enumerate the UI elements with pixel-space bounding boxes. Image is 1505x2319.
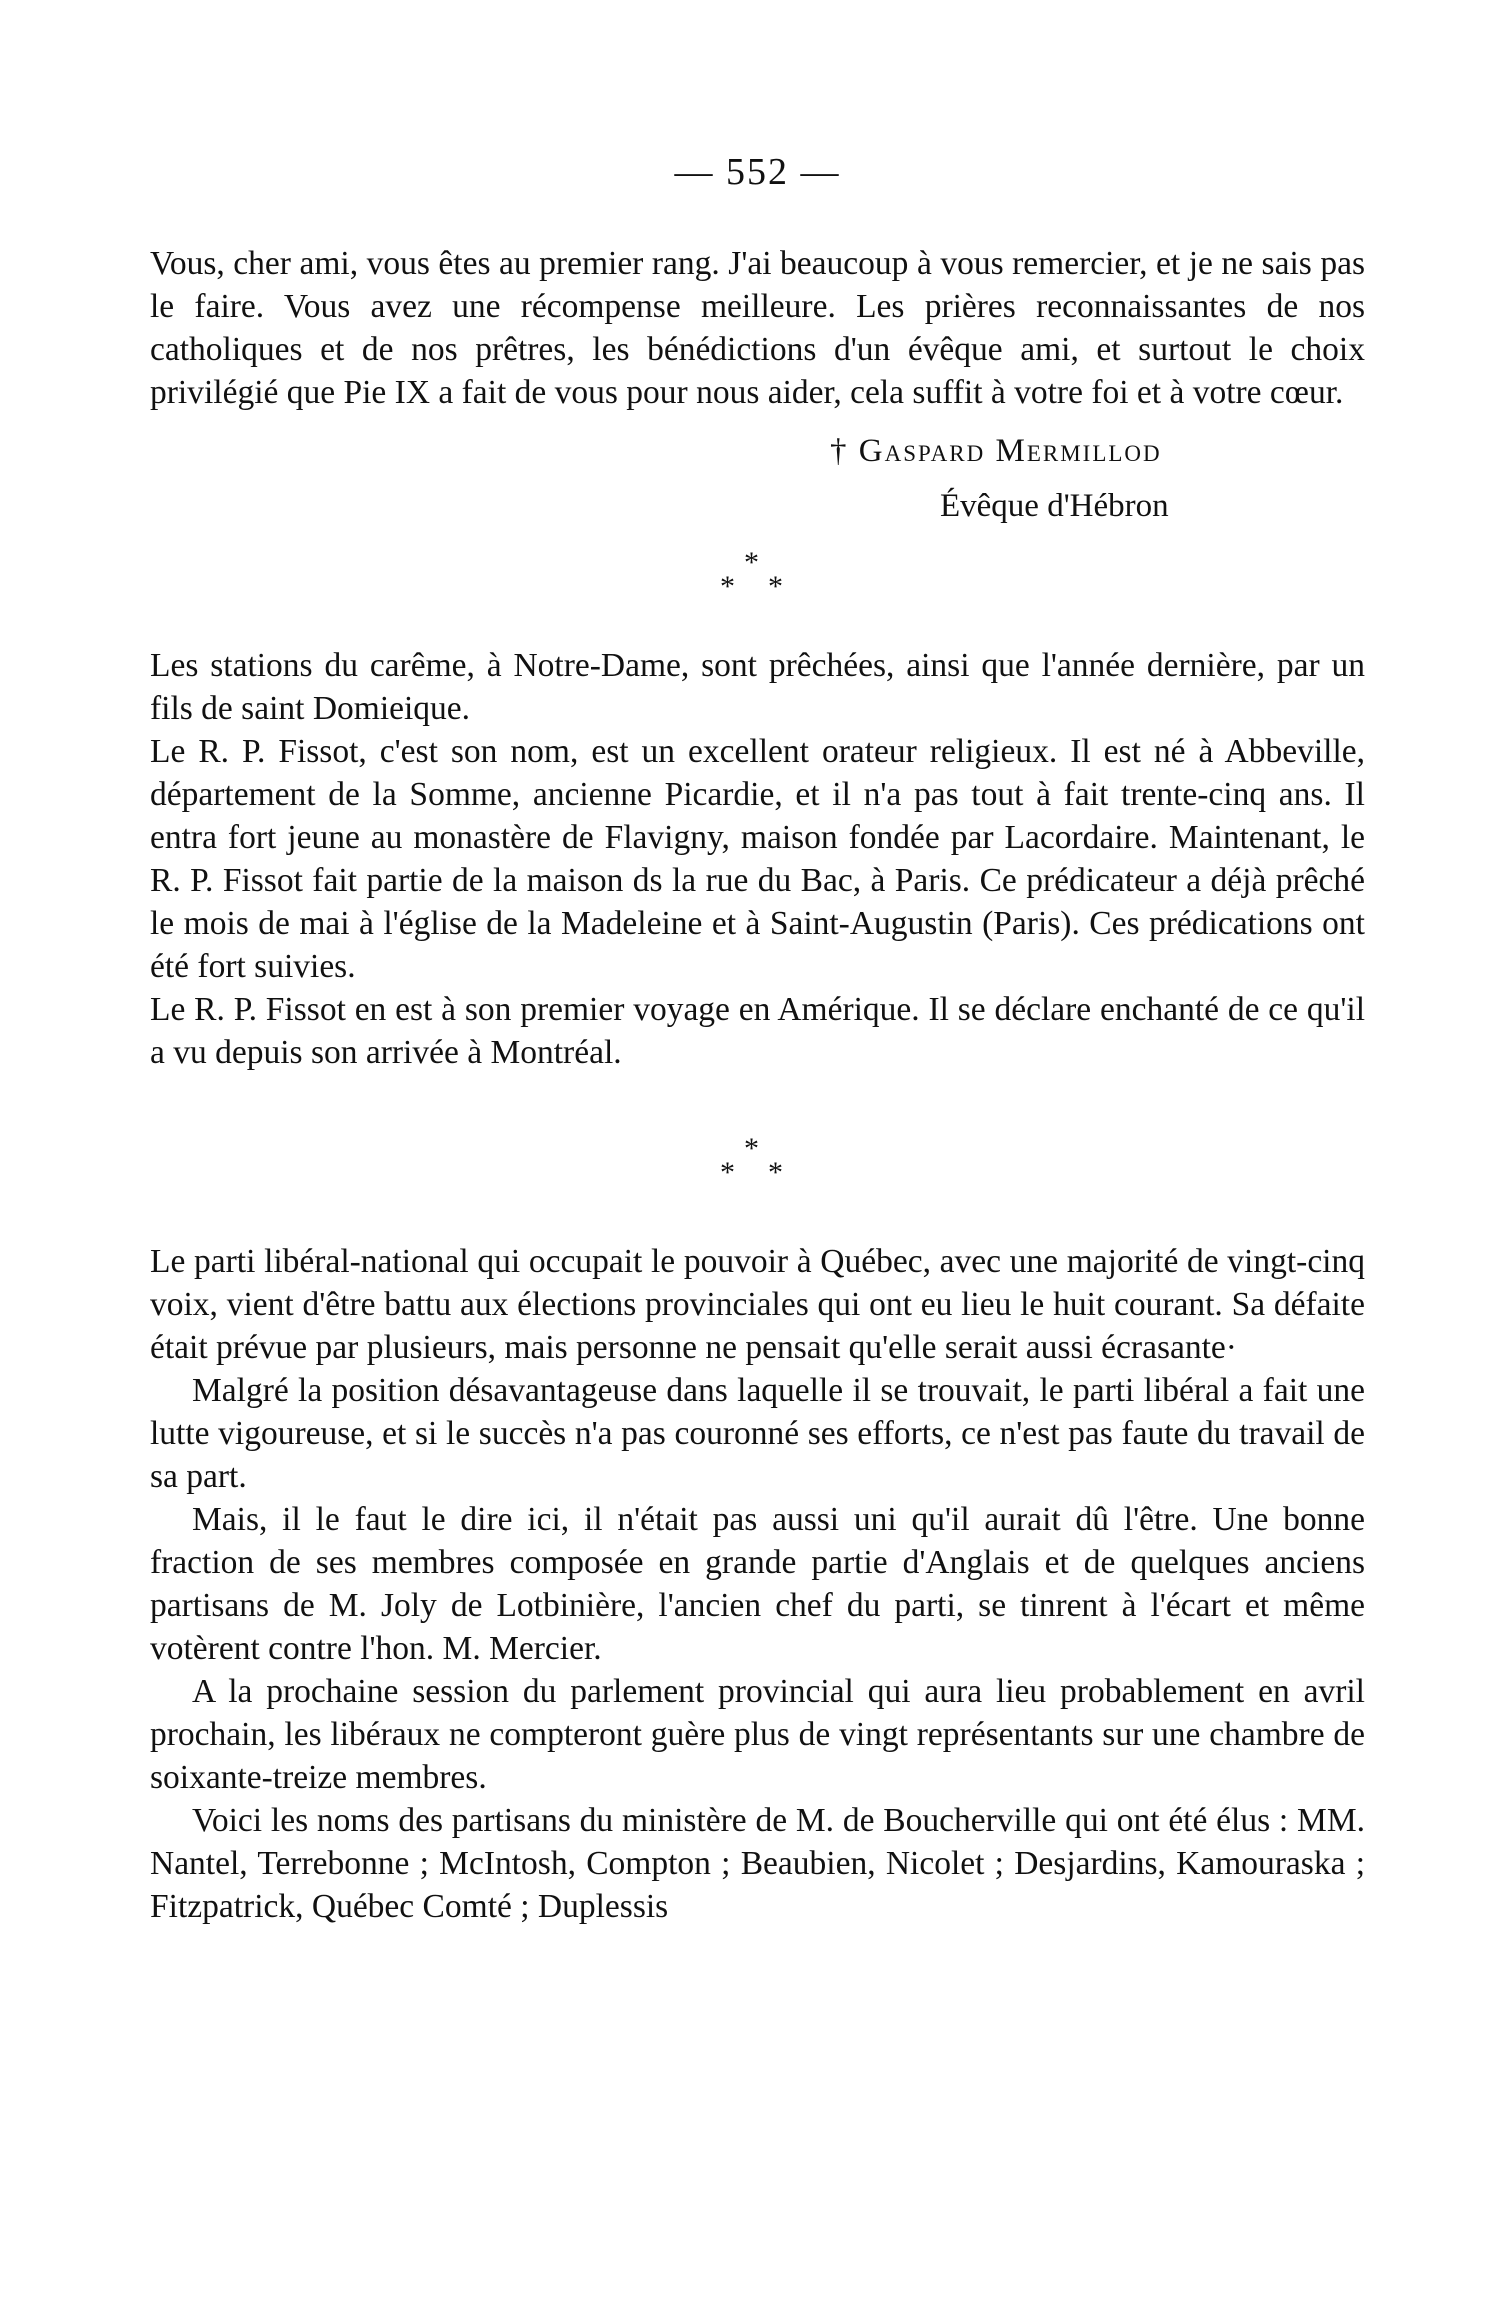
signature-line <box>830 430 1365 473</box>
letter-paragraph: Vous, cher ami, vous êtes au premier rang. J'ai beaucoup à vous remercier, et je ne sais pas le faire. Vous avez une récompense meilleure. Les prières reconnaissantes de nos catholiques et de nos prêtres, les bénédictions d'un évêque ami, et surtout le choix privilégié que Pie IX a fait de vous pour nous aider, cela suffit à votre foi et à votre cœur. <box>150 245 1365 411</box>
section-separator-asterism <box>150 536 1365 606</box>
asterism-right-star: * <box>768 570 783 603</box>
paragraph-careme-1: Les stations du carême, à Notre-Dame, sont prêchées, ainsi que l'année dernière, par un fils de saint Domieique. <box>150 647 1365 727</box>
cross-symbol: † <box>830 433 849 469</box>
paragraph-elections-3: Mais, il le faut le dire ici, il n'était pas aussi uni qu'il aurait dû l'être. Une bonne fraction de ses membres composée en grande partie d'Anglais et de quelques anciens partisans de M. Joly de Lotbinière, l'ancien chef du parti, se tinrent à l'écart et même votèrent contre l'hon. M. Mercier. <box>150 1501 1365 1667</box>
asterism-top-star: * <box>744 1132 759 1165</box>
signature-title: Évêque d'Hébron <box>940 488 1169 524</box>
paragraph-elections-4: A la prochaine session du parlement provincial qui aura lieu probablement en avril prochain, les libéraux ne compteront guère plus de vingt représentants sur une chambre de soixante-treize membres. <box>150 1673 1365 1796</box>
signature-name: Gaspard Mermillod <box>858 433 1162 469</box>
asterism-left-star: * <box>720 1156 735 1189</box>
book-page <box>150 150 1365 1928</box>
asterism-top-star: * <box>744 546 759 579</box>
section-separator-asterism <box>150 1122 1365 1192</box>
paragraph-careme-3: Le R. P. Fissot en est à son premier voyage en Amérique. Il se déclare enchanté de ce qu'il a vu depuis son arrivée à Montréal. <box>150 991 1365 1071</box>
asterism-left-star: * <box>720 570 735 603</box>
paragraph-elections-1: Le parti libéral-national qui occupait le pouvoir à Québec, avec une majorité de vingt-cinq voix, vient d'être battu aux élections provinciales qui ont eu lieu le huit courant. Sa défaite était prévue par plusieurs, mais personne ne pensait qu'elle serait aussi écrasante· <box>150 1243 1365 1366</box>
asterism-right-star: * <box>768 1156 783 1189</box>
paragraph-elections-2: Malgré la position désavantageuse dans laquelle il se trouvait, le parti libéral a fait une lutte vigoureuse, et si le succès n'a pas couronné ses efforts, ce n'est pas faute du travail de sa part. <box>150 1372 1365 1495</box>
page-number: — 552 — <box>674 151 841 193</box>
paragraph-careme-2: Le R. P. Fissot, c'est son nom, est un excellent orateur religieux. Il est né à Abbeville, département de la Somme, ancienne Picardie, et il n'a pas tout à fait trente-cinq ans. Il entra fort jeune au monastère de Flavigny, maison fondée par Lacordaire. Maintenant, le R. P. Fissot fait partie de la maison ds la rue du Bac, à Paris. Ce prédicateur a déjà prêché le mois de mai à l'église de la Madeleine et à Saint-Augustin (Paris). Ces prédications ont été fort suivies. <box>150 733 1365 985</box>
paragraph-elections-5: Voici les noms des partisans du ministère de M. de Boucherville qui ont été élus : MM. Nantel, Terrebonne ; McIntosh, Compton ; Beaubien, Nicolet ; Desjardins, Kamouraska ; Fitzpatrick, Québec Comté ; Duplessis <box>150 1802 1365 1925</box>
